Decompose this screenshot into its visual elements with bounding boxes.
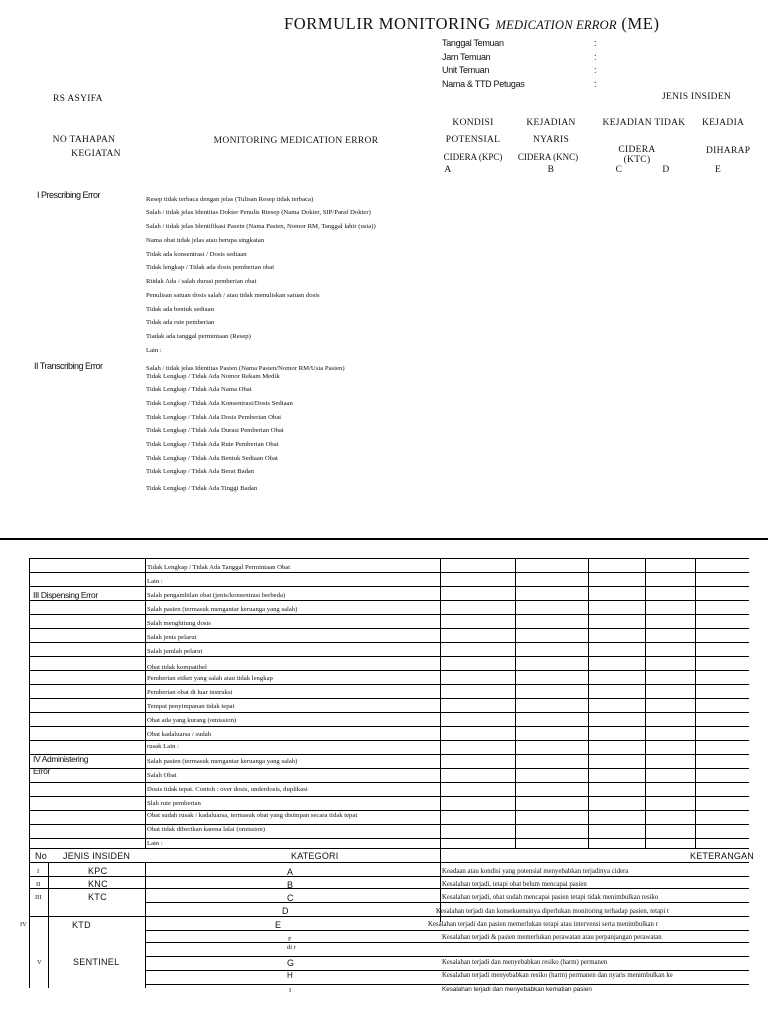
kategori-row-line: [145, 942, 749, 943]
transcribing-item: Tidak Lengkap / Tidak Ada Tinggi Badan: [146, 485, 258, 492]
kategori-fragment: di r: [287, 944, 296, 951]
section-prescribing-error: I Prescribing Error: [37, 190, 101, 200]
grid-line: [29, 712, 749, 713]
title-italic: MEDICATION ERROR: [495, 18, 617, 32]
administering-item: Salah pasien (termasuk mengantar keruanga yang salah): [147, 758, 298, 765]
cont-row: Tidak Lengkap / Tidak Ada Tanggal Permintaan Obat: [147, 564, 291, 571]
prescribing-item: Nama obat tidak jelas atau berupa singkatan: [146, 237, 265, 244]
meta-nama-ttd-petugas: Nama & TTD Petugas :: [442, 79, 597, 89]
kategori-head-no: No: [35, 851, 47, 861]
prescribing-item: Penulisan satuan dosis salah / atau tidak menuliskan satuan dosis: [146, 292, 320, 299]
grid-line: [29, 586, 749, 587]
kategori-letter: D: [282, 906, 289, 916]
grid-line: [29, 600, 749, 601]
dispensing-item: Obat tidak kompatibel: [147, 664, 207, 671]
kategori-top-line: [29, 848, 749, 849]
grid-line: [29, 740, 749, 741]
col-kejadian-3: CIDERA (KNC): [517, 152, 579, 162]
dispensing-item: Obat ada yang kurang (omission): [147, 717, 237, 724]
grid-line: [29, 726, 749, 727]
kategori-letter: H: [287, 971, 293, 980]
cont-row: Lain :: [147, 578, 163, 585]
administering-item: Dosis tidak tepat. Contoh : over dosis, underdosis, duplikasi: [147, 786, 308, 793]
col-kejadian-2: NYARIS: [532, 135, 570, 145]
kategori-jenis: KNC: [88, 879, 108, 889]
transcribing-item: Tidak Lengkap / Tidak Ada Nama Obat: [146, 386, 252, 393]
kategori-letter: B: [287, 880, 294, 890]
grid-line: [29, 754, 749, 755]
prescribing-item: Tidak lengkap / Tidak ada dosis pemberian obat: [146, 264, 275, 271]
grid-line: [29, 824, 749, 825]
kategori-row-line: [29, 888, 749, 889]
grid-line: [29, 656, 749, 657]
kategori-row-line: [145, 956, 749, 957]
grid-line: [29, 782, 749, 783]
kategori-letter: I: [289, 987, 292, 994]
kategori-row-line: [29, 876, 749, 877]
grid-vline: [695, 558, 696, 848]
kategori-jenis: SENTINEL: [73, 957, 120, 967]
transcribing-item: Tidak Lengkap / Tidak Ada Berat Badan: [146, 468, 255, 475]
kategori-desc: Kesalahan terjadi, tetapi obat belum mencapai pasien: [442, 881, 587, 888]
prescribing-item: Tidak ada bentuk sediaan: [146, 306, 214, 313]
col-ktc-2: CIDERA (KTC): [618, 145, 656, 165]
kategori-row-line: [145, 902, 749, 903]
kategori-desc: Kesalahan terjadi dan menyebabkan kematian pasien: [442, 986, 592, 993]
dispensing-item: Salah menghitung dosis: [147, 620, 211, 627]
kategori-desc: Kesalahan terjadi, obat sudah mencapai pasien tetapi tidak menimbulkan resiko: [442, 894, 659, 901]
kategori-no: I: [37, 868, 40, 875]
kategori-row-line: [145, 984, 749, 985]
col-kondisi-1: KONDISI: [452, 118, 494, 128]
grid-line: [29, 572, 749, 573]
col-kondisi-2: POTENSIAL: [445, 135, 501, 145]
kategori-jenis: KPC: [88, 866, 108, 876]
grid-line: [29, 614, 749, 615]
administering-item: Lain :: [147, 840, 163, 847]
meta-jam-temuan: Jam Temuan :: [442, 52, 597, 62]
prescribing-item: Lain :: [146, 347, 162, 354]
administering-item: Obat tidak diberikan karena lalai (omission): [147, 826, 265, 833]
title-main: FORMULIR MONITORING: [284, 14, 496, 33]
col-monitoring: MONITORING MEDICATION ERROR: [213, 136, 379, 146]
grid-vline: [588, 558, 589, 848]
prescribing-item: Salah / tidak jelas Identifikasi Pasein (Nama Pasien, Nomor RM, Tanggal lahir (usia)): [146, 223, 376, 230]
grid-line: [29, 670, 749, 671]
col-kondisi-3: CIDERA (KPC): [443, 152, 503, 162]
continuation-sheet: [0, 538, 768, 1024]
prescribing-item: Tidak ada rute pemberian: [146, 319, 215, 326]
transcribing-item: Tidak Lengkap / Tidak Ada Dosis Pemberian Obat: [146, 414, 282, 421]
col-ktd-2: DIHARAP: [706, 146, 751, 156]
section-dispensing-error: III Dispensing Error: [33, 590, 98, 600]
kategori-desc: Kesalahan terjadi dan konsekuensinya diperlukan monitoring terhadap pasien, tetapi t: [436, 908, 669, 915]
grid-line: [29, 558, 749, 559]
kategori-letter: E: [275, 920, 282, 930]
section-administering-error-2: Error: [33, 766, 50, 776]
transcribing-item: Tidak Lengkap / Tidak Ada Rute Pemberian Obat: [146, 441, 279, 448]
jenis-insiden-heading: JENIS INSIDEN: [662, 92, 732, 102]
grid-vline: [29, 558, 30, 850]
prescribing-item: Resep tidak terbaca dengan jelas (Tulisan Resep tidak terbaca): [146, 196, 314, 203]
col-ktc-1: KEJADIAN TIDAK: [602, 118, 686, 128]
grid-line: [29, 628, 749, 629]
col-letter-d: D: [662, 165, 670, 175]
kategori-head-keterangan: KETERANGAN: [690, 851, 755, 861]
grid-line: [29, 698, 749, 699]
dispensing-item: Salah pasien (termasuk mengantar keruanga yang salah): [147, 606, 298, 613]
section-administering-error: IV Administering: [33, 754, 89, 764]
prescribing-item: Rtidak Ada / salah durasi pemberian obat: [146, 278, 257, 285]
grid-line: [29, 810, 749, 811]
kategori-vline: [48, 862, 49, 988]
kategori-head-jenis: JENIS INSIDEN: [63, 851, 131, 861]
grid-vline: [645, 558, 646, 848]
col-ktd-1: KEJADIA: [702, 118, 745, 128]
transcribing-item: Tidak Lengkap / Tidak Ada Bentuk Sediaan Obat: [146, 455, 278, 462]
col-kegiatan: KEGIATAN: [71, 149, 121, 159]
grid-line: [29, 684, 749, 685]
kategori-desc: Kesalahan terjadi dan pasien memerlukan terapi atau intervensi serta menimbulkan r: [428, 921, 658, 928]
col-letter-e: E: [714, 165, 722, 175]
form-title: [284, 14, 660, 34]
administering-item: Slah rute pemberian: [147, 800, 201, 807]
dispensing-item: Pemberian obat di luar instruksi: [147, 689, 233, 696]
kategori-row-line: [29, 916, 749, 917]
grid-vline: [145, 558, 146, 848]
title-suffix: (ME): [616, 14, 660, 33]
grid-vline: [515, 558, 516, 848]
administering-item: Salah Obat: [147, 772, 177, 779]
kategori-row-line: [145, 970, 749, 971]
grid-line: [29, 768, 749, 769]
dispensing-item: Salah jenis pelarut: [147, 634, 197, 641]
kategori-header-line: [29, 862, 749, 863]
kategori-desc: Kesalahan terjadi dan menyebabkan resiko (harm) permanen: [442, 959, 608, 966]
section-transcribing-error: II Transcribing Error: [34, 361, 103, 371]
grid-vline: [440, 558, 441, 848]
col-no-tahapan: NO TAHAPAN: [52, 135, 116, 145]
kategori-no: V: [37, 959, 42, 966]
kategori-head-kategori: KATEGORI: [291, 851, 339, 861]
col-letter-b: B: [547, 165, 555, 175]
kategori-desc: Keadaan atau kondisi yang potensial menyebabkan terjadinya cidera: [442, 868, 629, 875]
dispensing-item: Salah jumlah pelarut: [147, 648, 203, 655]
kategori-no: IV: [20, 921, 27, 928]
kategori-letter: G: [287, 958, 295, 968]
kategori-vline: [29, 848, 30, 988]
dispensing-item: Pemberian etiket yang salah atau tidak lengkap: [147, 675, 273, 682]
prescribing-item: Salah / tidak jelas Identitas Dokter Penulis Rtesep (Nama Dokter, SIP/Paraf Dokter): [146, 209, 371, 216]
col-letter-c: C: [615, 165, 623, 175]
kategori-letter: A: [287, 867, 294, 877]
transcribing-item: Tidak Lengkap / Tidak Ada Konsentrasi/Dosis Sediaan: [146, 400, 293, 407]
col-letter-a: A: [444, 165, 452, 175]
grid-line: [29, 642, 749, 643]
meta-tanggal-temuan: Tanggal Temuan :: [442, 38, 597, 48]
kategori-row-line: [145, 930, 749, 931]
grid-line: [29, 838, 749, 839]
kategori-letter: F: [288, 936, 292, 943]
kategori-jenis: KTC: [88, 892, 107, 902]
kategori-desc: Kesalahan terjadi menyebabkan resiko (harm) permanen dan nyaris menimbulkan ke: [442, 972, 673, 979]
transcribing-item: Salah / tidak jelas Identitas Pasien (Nama Pasien/Nomor RM/Usia Pasien): [146, 365, 345, 372]
kategori-letter: C: [287, 893, 294, 903]
dispensing-item: Tempat penyimpanan tidak tepat: [147, 703, 235, 710]
kategori-no: III: [35, 894, 42, 901]
kategori-desc: Kesalahan terjadi & pasien memerlukan perawatan atau perpanjangan perawatan: [442, 934, 662, 941]
hospital-name: RS ASYIFA: [53, 94, 103, 104]
meta-unit-temuan: Unit Temuan :: [442, 65, 597, 75]
transcribing-item: Tidak Lengkap / Tidak Ada Nomor Rekam Medik: [146, 373, 280, 380]
col-kejadian-1: KEJADIAN: [526, 118, 576, 128]
grid-line: [29, 796, 749, 797]
dispensing-item: Salah pengambilan obat (jenis/konsentrasi berbeda): [147, 592, 286, 599]
prescribing-item: Tiadak ada tanggal permintaan (Resep): [146, 333, 251, 340]
dispensing-item: rusak Lain :: [147, 743, 179, 750]
administering-item: Obat sudah rusak / kadaluarsa, termasuk obat yang disimpan secara tidak tepat: [147, 812, 358, 819]
prescribing-item: Tidak ada konsentrasi / Dosis sediaan: [146, 251, 247, 258]
kategori-no: II: [36, 881, 41, 888]
dispensing-item: Obat kadaluarsa / sudah: [147, 731, 212, 738]
transcribing-item: Tidak Lengkap / Tidak Ada Durasi Pemberian Obat: [146, 427, 284, 434]
kategori-jenis: KTD: [72, 920, 91, 930]
